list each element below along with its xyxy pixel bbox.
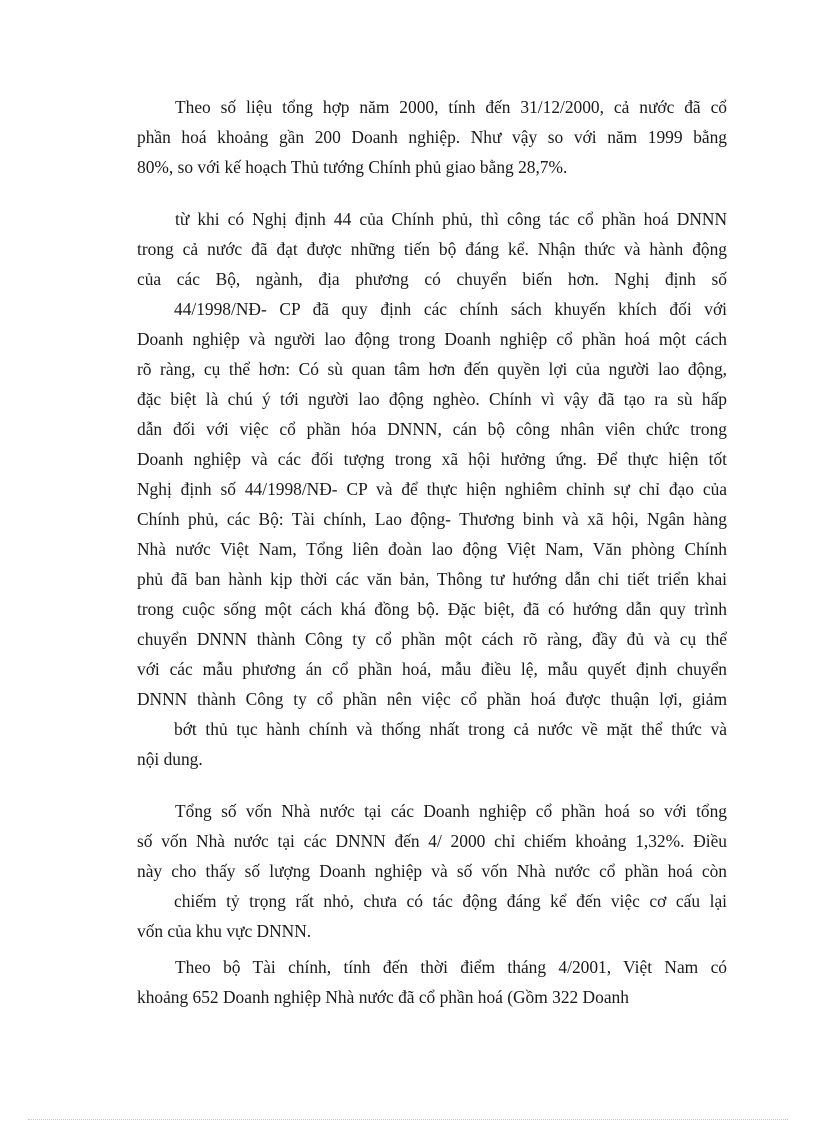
- text-line: bớt thủ tục hành chính và thống nhất trong cả nước về mặt thể thức và: [174, 719, 727, 739]
- text-line: DNNN thành Công ty cổ phần nên việc cổ phần hoá được thuận lợi, giảm: [137, 689, 727, 709]
- text-line: trong cả nước đã đạt được những tiến bộ đáng kể. Nhận thức và hành động: [137, 239, 727, 259]
- text-line: Theo bộ Tài chính, tính đến thời điểm tháng 4/2001, Việt Nam có: [175, 957, 727, 977]
- text-line: nội dung.: [137, 749, 203, 769]
- text-line: rõ ràng, cụ thể hơn: Có sù quan tâm hơn đến quyền lợi của người lao động,: [137, 359, 727, 379]
- paragraph-3: [137, 796, 727, 946]
- text-line: từ khi có Nghị định 44 của Chính phủ, thì công tác cổ phần hoá DNNN: [175, 209, 727, 229]
- text-line: Tổng số vốn Nhà nước tại các Doanh nghiệp cổ phần hoá so với tổng: [175, 801, 727, 821]
- text-line: 44/1998/NĐ- CP đã quy định các chính sách khuyến khích đối với: [174, 299, 727, 319]
- text-line: Theo số liệu tổng hợp năm 2000, tính đến 31/12/2000, cả nước đã cổ: [175, 97, 727, 117]
- paragraph-1: [137, 92, 727, 182]
- text-line: phần hoá khoảng gần 200 Doanh nghiệp. Như vậy so với năm 1999 bằng: [137, 127, 727, 147]
- text-line: Chính phủ, các Bộ: Tài chính, Lao động- Thương binh và xã hội, Ngân hàng: [137, 509, 727, 529]
- text-line: của các Bộ, ngành, địa phương có chuyển biến hơn. Nghị định số: [137, 269, 727, 289]
- text-line: trong cuộc sống một cách khá đồng bộ. Đặc biệt, đã có hướng dẫn quy trình: [137, 599, 727, 619]
- text-line: Doanh nghiệp và người lao động trong Doanh nghiệp cổ phần hoá một cách: [137, 329, 727, 349]
- text-line: với các mẫu phương án cổ phần hoá, mẫu điều lệ, mẫu quyết định chuyển: [137, 659, 727, 679]
- text-line: phủ đã ban hành kịp thời các văn bản, Thông tư hướng dẫn chi tiết triển khai: [137, 569, 727, 589]
- page-bottom-divider: [28, 1119, 788, 1120]
- text-line: số vốn Nhà nước tại các DNNN đến 4/ 2000 chỉ chiếm khoảng 1,32%. Điều: [137, 831, 727, 851]
- text-line: này cho thấy số lượng Doanh nghiệp và số vốn Nhà nước cổ phần hoá còn: [137, 861, 727, 881]
- text-line: 80%, so với kế hoạch Thủ tướng Chính phủ giao bằng 28,7%.: [137, 157, 568, 177]
- text-line: Doanh nghiệp và các đối tượng trong xã hội hưởng ứng. Để thực hiện tốt: [137, 449, 727, 469]
- text-line: chuyển DNNN thành Công ty cổ phần một cách rõ ràng, đầy đủ và cụ thể: [137, 629, 727, 649]
- text-line: vốn của khu vực DNNN.: [137, 921, 312, 941]
- text-line: chiếm tỷ trọng rất nhỏ, chưa có tác động đáng kể đến việc cơ cấu lại: [174, 891, 727, 911]
- text-line: dẫn đối với việc cổ phần hóa DNNN, cán bộ công nhân viên chức trong: [137, 419, 727, 439]
- text-line: đặc biệt là chú ý tới người lao động nghèo. Chính vì vậy đã tạo ra sù hấp: [137, 389, 727, 409]
- text-line: Nghị định số 44/1998/NĐ- CP và để thực hiện nghiêm chỉnh sự chỉ đạo của: [137, 479, 727, 499]
- paragraph-2: [137, 204, 727, 774]
- paragraph-4: [137, 952, 727, 1012]
- text-line: khoảng 652 Doanh nghiệp Nhà nước đã cổ phần hoá (Gồm 322 Doanh: [137, 987, 629, 1007]
- text-line: Nhà nước Việt Nam, Tổng liên đoàn lao động Việt Nam, Văn phòng Chính: [137, 539, 727, 559]
